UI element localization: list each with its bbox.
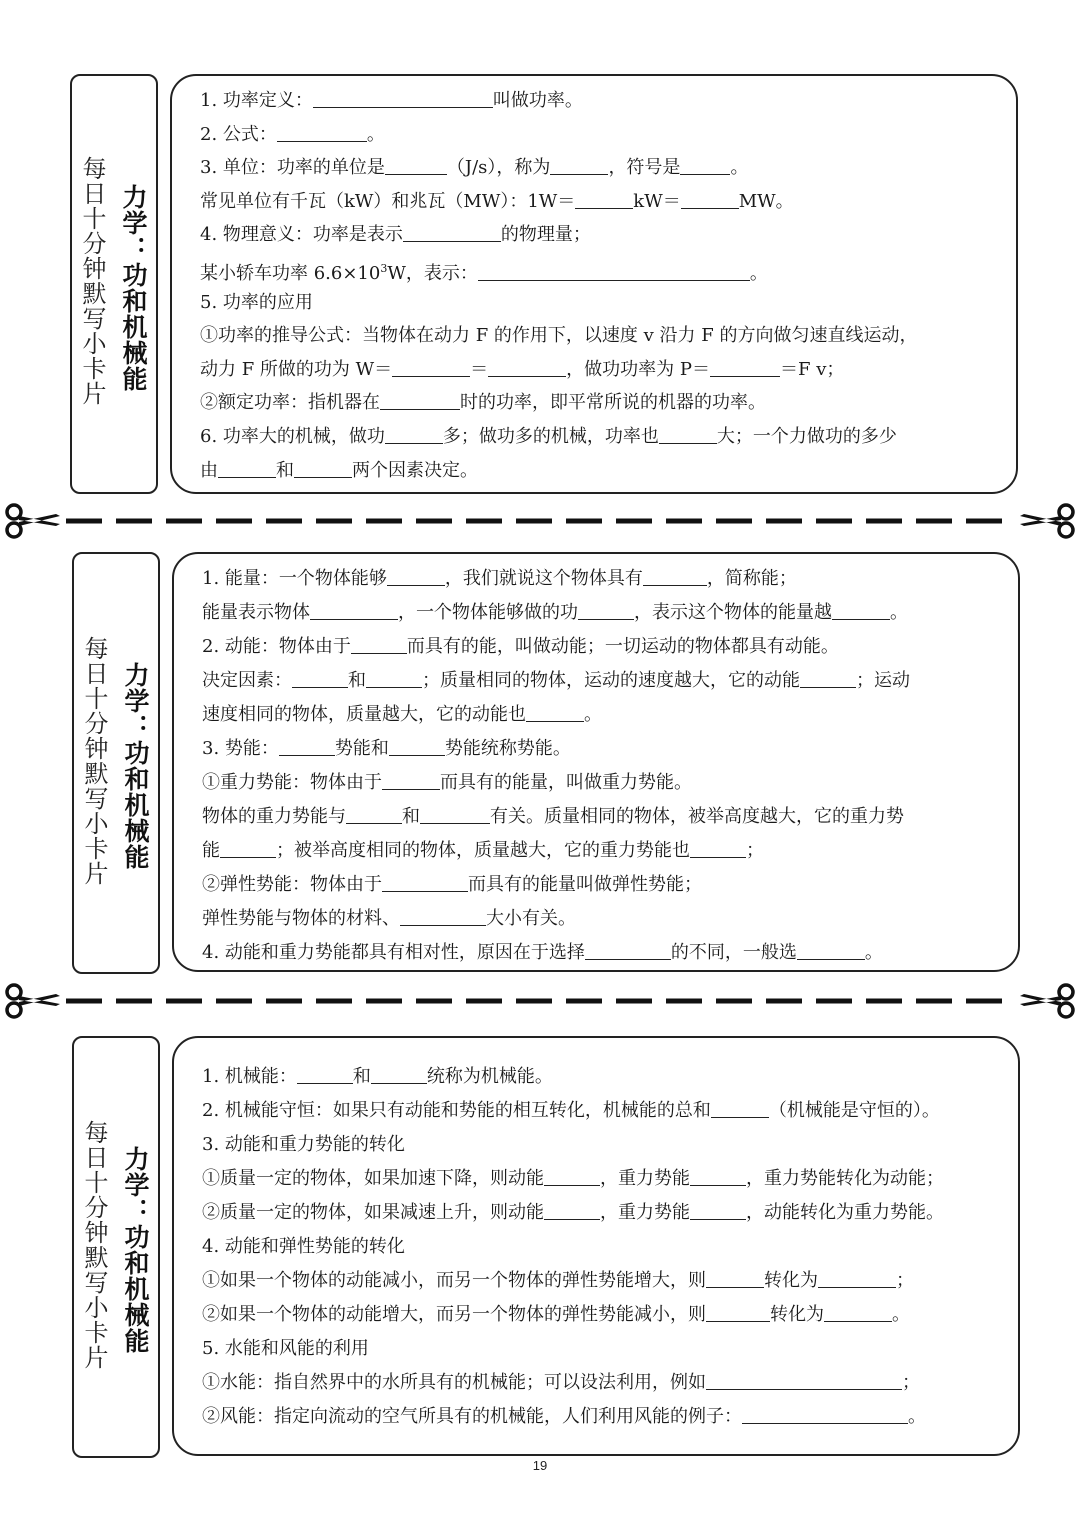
card-text-line: [202, 1338, 369, 1360]
card-text-line: [202, 772, 692, 794]
card-text-line: [202, 568, 797, 590]
line-text: 统称为机械能。: [426, 1066, 553, 1087]
card-text-line: [202, 840, 764, 862]
line-text: ②质量一定的物体，如果减速上升，则动能: [202, 1202, 544, 1223]
card-side-label: [72, 1036, 160, 1458]
line-text: kW＝: [633, 190, 681, 212]
card-text-line: [200, 292, 313, 314]
fill-in-blank[interactable]: [832, 603, 890, 620]
card-text-line: [202, 1304, 910, 1326]
card-text-line: [202, 942, 883, 964]
line-text: 和: [348, 670, 366, 691]
card-text-line: [202, 874, 702, 896]
card-text-line: [200, 460, 478, 482]
card-text-line: [202, 670, 910, 692]
line-text: 。: [749, 263, 768, 284]
line-text: 势能统称势能。: [444, 738, 571, 759]
card-text-line: [200, 359, 844, 381]
line-text: 1. 功率定义：: [200, 90, 313, 111]
fill-in-blank[interactable]: [310, 603, 398, 620]
line-text: 。: [892, 1304, 910, 1325]
fill-in-blank[interactable]: [366, 671, 422, 688]
fill-in-blank[interactable]: [690, 841, 746, 858]
line-text: 4. 动能和重力势能都具有相对性，原因在于选择: [202, 942, 585, 963]
card-text-line: [202, 704, 602, 726]
line-text: 速度相同的物体，质量越大，它的动能也: [202, 704, 526, 725]
line-text: 5. 功率的应用: [200, 291, 313, 313]
line-text: ①质量一定的物体，如果加速下降，则动能: [202, 1168, 544, 1189]
fill-in-blank[interactable]: [575, 192, 633, 209]
fill-in-blank[interactable]: [544, 1169, 600, 1186]
card-text-line: [202, 1202, 944, 1224]
card-text-line: [202, 908, 576, 930]
card-text-line: [202, 1066, 553, 1088]
line-text: 动力 F 所做的功为 W＝: [200, 358, 393, 380]
fill-in-blank[interactable]: [277, 125, 367, 142]
fill-in-blank[interactable]: [690, 1169, 746, 1186]
fill-in-blank[interactable]: [313, 91, 493, 108]
line-text: 的物理量；: [500, 224, 591, 246]
superscript: 3: [380, 262, 388, 275]
fill-in-blank[interactable]: [371, 1067, 427, 1084]
line-text: ；运动: [856, 670, 910, 691]
line-text: 。: [908, 1406, 926, 1427]
line-text: ①重力势能：物体由于: [202, 772, 382, 793]
line-text: W，表示：: [387, 263, 478, 284]
line-text: MW。: [738, 190, 794, 212]
card-text-line: [202, 636, 839, 658]
line-text: 和: [402, 806, 420, 827]
fill-in-blank[interactable]: [292, 671, 348, 688]
card-subtitle: 每日十分钟默写小卡片: [80, 636, 108, 886]
scissors-icon: [1020, 985, 1073, 1017]
fill-in-blank[interactable]: [681, 192, 739, 209]
card-text-line: [202, 1168, 944, 1190]
fill-in-blank[interactable]: [818, 1271, 896, 1288]
line-text: 能: [202, 840, 220, 861]
line-text: ＝F v；: [780, 358, 845, 380]
card-text-line: [202, 1236, 405, 1258]
card-side-label: [70, 74, 158, 494]
scissors-icon: [1020, 505, 1073, 537]
card-content: [172, 552, 1020, 972]
line-text: 1. 能量：一个物体能够: [202, 568, 387, 589]
line-text: ②弹性势能：物体由于: [202, 874, 382, 895]
card-text-line: [202, 1134, 405, 1156]
fill-in-blank[interactable]: [659, 427, 717, 444]
line-text: ②风能：指定向流动的空气所具有的机械能，人们利用风能的例子：: [202, 1406, 742, 1427]
card-text-line: [200, 124, 385, 146]
fill-in-blank[interactable]: [585, 943, 671, 960]
line-text: （J/s），称为: [446, 157, 551, 179]
fill-in-blank[interactable]: [742, 1407, 908, 1424]
scissors-icon: [7, 985, 60, 1017]
fill-in-blank[interactable]: [220, 841, 276, 858]
line-text: 5. 水能和风能的利用: [202, 1338, 369, 1359]
line-text: 决定因素：: [202, 670, 292, 691]
line-text: ＝: [470, 358, 489, 380]
fill-in-blank[interactable]: [680, 158, 730, 175]
fill-in-blank[interactable]: [400, 909, 486, 926]
fill-in-blank[interactable]: [392, 360, 470, 377]
line-text: 3. 动能和重力势能的转化: [202, 1134, 405, 1155]
line-text: 转化为: [764, 1270, 818, 1291]
line-text: 而具有的能量叫做弹性势能；: [468, 874, 702, 895]
fill-in-blank[interactable]: [690, 1203, 746, 1220]
cut-line: [0, 980, 1080, 1020]
line-text: 某小轿车功率 6.6×10: [200, 263, 381, 284]
card-text-line: [200, 157, 748, 179]
line-text: ，简称能；: [706, 568, 797, 589]
card-text-line: [202, 602, 908, 624]
line-text: 2. 公式：: [200, 123, 277, 145]
fill-in-blank[interactable]: [279, 739, 335, 756]
line-text: ，表示这个物体的能量越: [634, 602, 832, 623]
page-number: 19: [532, 1458, 548, 1473]
line-text: 。: [890, 602, 908, 623]
fill-in-blank[interactable]: [420, 807, 490, 824]
line-text: 大小有关。: [486, 908, 576, 929]
card-topic: 力学：功和机械能: [121, 662, 150, 870]
fill-in-blank[interactable]: [297, 1067, 353, 1084]
fill-in-blank[interactable]: [544, 1203, 600, 1220]
line-text: ①水能：指自然界中的水所具有的机械能；可以设法利用，例如: [202, 1372, 706, 1393]
line-text: ①如果一个物体的动能减小，而另一个物体的弹性势能增大，则: [202, 1270, 706, 1291]
fill-in-blank[interactable]: [382, 875, 468, 892]
line-text: ；质量相同的物体，运动的速度越大，它的动能: [422, 670, 800, 691]
card-text-line: [202, 806, 904, 828]
line-text: 2. 动能：物体由于: [202, 636, 351, 657]
line-text: 和: [352, 1066, 371, 1087]
line-text: 能量表示物体: [202, 602, 310, 623]
card-text-line: [200, 325, 917, 347]
card-text-line: [200, 258, 768, 285]
line-text: ；被举高度相同的物体，质量越大，它的重力势能也: [276, 840, 690, 861]
card-text-line: [200, 392, 766, 414]
fill-in-blank[interactable]: [488, 360, 566, 377]
card-text-line: [202, 738, 571, 760]
line-text: 两个因素决定。: [352, 459, 478, 481]
line-text: ；: [896, 1270, 914, 1291]
line-text: 4. 动能和弹性势能的转化: [202, 1236, 405, 1257]
card-text-line: [202, 1372, 920, 1394]
line-text: 2. 机械能守恒：如果只有动能和势能的相互转化，机械能的总和: [202, 1100, 711, 1121]
line-text: ②额定功率：指机器在: [200, 392, 380, 414]
fill-in-blank[interactable]: [797, 943, 865, 960]
fill-in-blank[interactable]: [478, 264, 750, 281]
line-text: 有关。质量相同的物体，被举高度越大，它的重力势: [490, 806, 904, 827]
line-text: ，重力势能转化为动能；: [746, 1168, 944, 1189]
line-text: ，重力势能: [600, 1202, 690, 1223]
fill-in-blank[interactable]: [389, 739, 445, 756]
card-side-label: [72, 552, 160, 974]
fill-in-blank[interactable]: [382, 773, 440, 790]
fill-in-blank[interactable]: [385, 427, 443, 444]
line-text: 的不同，一般选: [670, 942, 797, 963]
fill-in-blank[interactable]: [403, 225, 501, 242]
card-subtitle: 每日十分钟默写小卡片: [80, 1120, 108, 1370]
fill-in-blank[interactable]: [218, 461, 276, 478]
cut-line: [0, 500, 1080, 540]
line-text: ，重力势能: [600, 1168, 690, 1189]
line-text: ，我们就说这个物体具有: [444, 568, 643, 589]
line-text: （机械能是守恒的）。: [768, 1100, 940, 1121]
line-text: 1. 机械能：: [202, 1066, 297, 1087]
fill-in-blank[interactable]: [643, 569, 707, 586]
fill-in-blank[interactable]: [550, 158, 608, 175]
fill-in-blank[interactable]: [385, 158, 447, 175]
line-text: 4. 物理意义：功率是表示: [200, 224, 403, 246]
card-content: [172, 1036, 1020, 1456]
card-content: [170, 74, 1018, 494]
line-text: 而具有的能，叫做动能；一切运动的物体都具有动能。: [406, 636, 839, 657]
card-text-line: [200, 191, 794, 213]
fill-in-blank[interactable]: [351, 637, 407, 654]
line-text: 。: [864, 942, 883, 963]
fill-in-blank[interactable]: [800, 671, 856, 688]
line-text: 大；一个力做功的多少: [716, 426, 897, 447]
card-text-line: [202, 1100, 940, 1122]
line-text: 势能和: [334, 738, 389, 759]
card-text-line: [200, 224, 591, 246]
line-text: 。: [584, 704, 602, 725]
card-text-line: [200, 90, 583, 112]
fill-in-blank[interactable]: [706, 1305, 770, 1322]
fill-in-blank[interactable]: [387, 569, 445, 586]
card-topic: 力学：功和机械能: [121, 1146, 150, 1354]
fill-in-blank[interactable]: [578, 603, 634, 620]
line-text: ；: [902, 1372, 920, 1393]
line-text: ，动能转化为重力势能。: [746, 1202, 944, 1223]
line-text: 6. 功率大的机械，做功: [200, 426, 385, 447]
line-text: 3. 势能：: [202, 738, 279, 759]
fill-in-blank[interactable]: [526, 705, 584, 722]
card-topic: 力学：功和机械能: [119, 184, 148, 392]
line-text: 由: [200, 459, 218, 481]
fill-in-blank[interactable]: [706, 1271, 764, 1288]
line-text: 和: [276, 459, 294, 481]
card-text-line: [202, 1270, 914, 1292]
line-text: ；: [746, 840, 764, 861]
line-text: 3. 单位：功率的单位是: [200, 157, 385, 179]
line-text: 转化为: [770, 1304, 824, 1325]
line-text: 物体的重力势能与: [202, 806, 346, 827]
line-text: ，符号是: [608, 157, 681, 179]
line-text: 多；做功多的机械，功率也: [442, 426, 659, 447]
fill-in-blank[interactable]: [824, 1305, 892, 1322]
line-text: 。: [366, 123, 385, 145]
line-text: 而具有的能量，叫做重力势能。: [440, 772, 692, 793]
fill-in-blank[interactable]: [294, 461, 352, 478]
card-text-line: [200, 426, 897, 448]
fill-in-blank[interactable]: [380, 393, 460, 410]
line-text: 时的功率，即平常所说的机器的功率。: [460, 392, 766, 414]
line-text: ②如果一个物体的动能增大，而另一个物体的弹性势能减小，则: [202, 1304, 706, 1325]
line-text: 。: [730, 157, 749, 179]
line-text: 弹性势能与物体的材料、: [202, 908, 400, 929]
line-text: ，一个物体能够做的功: [398, 602, 578, 623]
card-text-line: [202, 1406, 926, 1428]
line-text: 常见单位有千瓦（kW）和兆瓦（MW）：1W＝: [200, 190, 576, 212]
fill-in-blank[interactable]: [346, 807, 402, 824]
line-text: 叫做功率。: [492, 90, 583, 111]
fill-in-blank[interactable]: [706, 1373, 902, 1390]
fill-in-blank[interactable]: [710, 360, 780, 377]
line-text: ①功率的推导公式：当物体在动力 F 的作用下，以速度 v 沿力 F 的方向做匀速直线运动，: [200, 325, 918, 347]
card-subtitle: 每日十分钟默写小卡片: [78, 156, 106, 406]
scissors-icon: [7, 505, 60, 537]
line-text: ，做功功率为 P＝: [566, 358, 710, 380]
fill-in-blank[interactable]: [711, 1101, 769, 1118]
